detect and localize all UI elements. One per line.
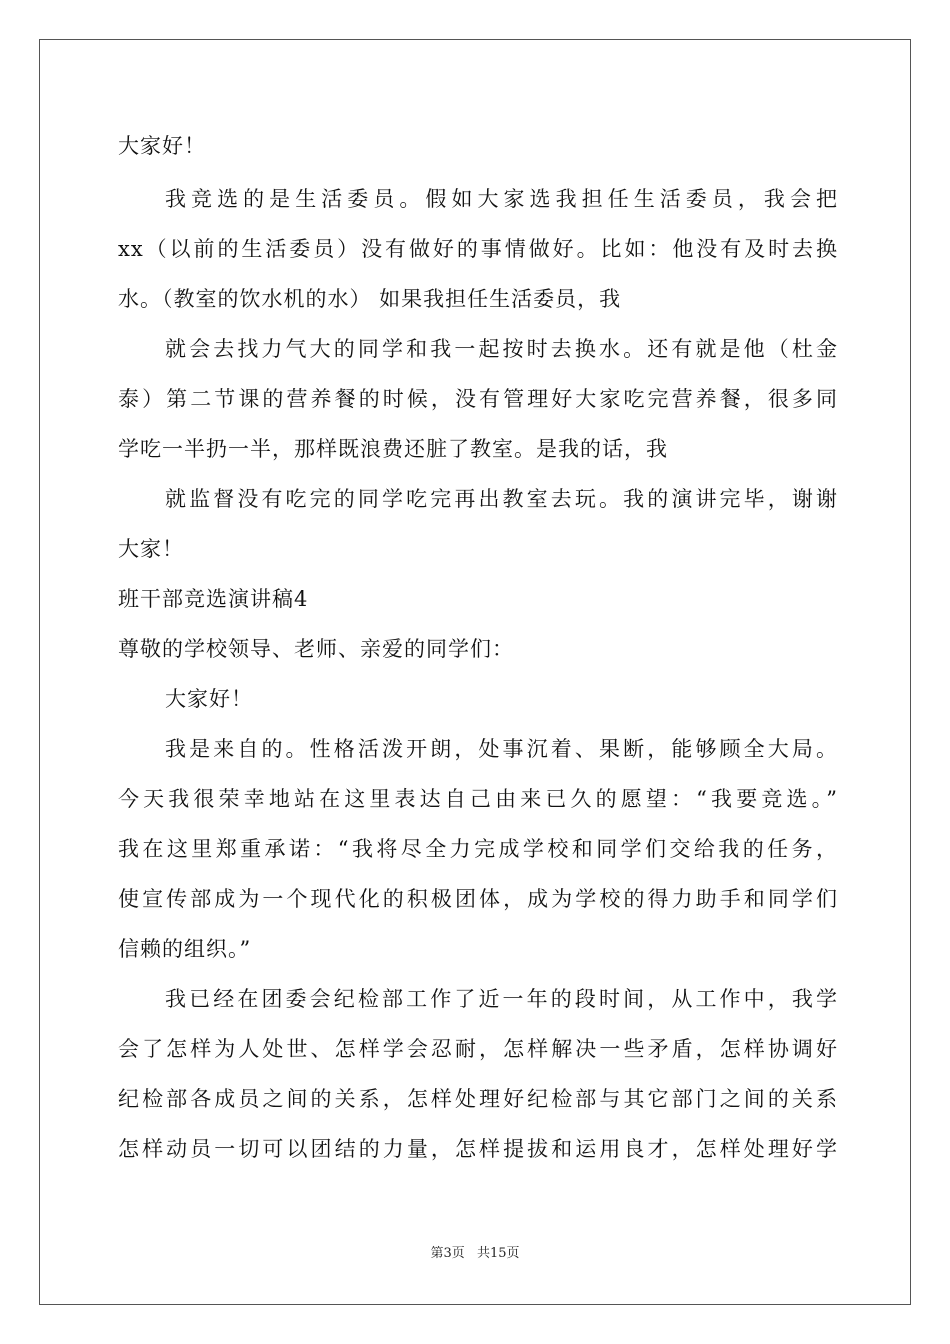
page-footer <box>0 1245 950 1263</box>
paragraph-line: 水。（教室的饮水机的水） 如果我担任生活委员，我 <box>118 287 622 311</box>
paragraph-line: 今天我很荣幸地站在这里表达自己由来已久的愿望：“我要竞选。” <box>118 787 838 811</box>
paragraph-line: 我已经在团委会纪检部工作了近一年的段时间，从工作中，我学 <box>165 987 838 1011</box>
paragraph-line: 就监督没有吃完的同学吃完再出教室去玩。我的演讲完毕，谢谢 <box>165 487 838 511</box>
paragraph-line: 使宣传部成为一个现代化的积极团体，成为学校的得力助手和同学们 <box>118 887 838 911</box>
paragraph-line: 怎样动员一切可以团结的力量，怎样提拔和运用良才，怎样处理好学 <box>118 1137 838 1161</box>
page-total: 共15页 <box>476 1246 520 1261</box>
greeting-line: 大家好！ <box>165 687 253 711</box>
paragraph-line: 我是来自的。性格活泼开朗，处事沉着、果断，能够顾全大局。 <box>165 737 838 761</box>
paragraph-line: 我竞选的是生活委员。假如大家选我担任生活委员，我会把 <box>165 187 838 211</box>
paragraph-line: 信赖的组织。” <box>118 937 252 961</box>
paragraph-line: 大家！ <box>118 537 184 561</box>
page-number: 第3页 <box>430 1246 465 1261</box>
greeting-line: 大家好！ <box>118 134 206 158</box>
section-heading: 班干部竞选演讲稿4 <box>118 587 309 611</box>
paragraph-line: 纪检部各成员之间的关系，怎样处理好纪检部与其它部门之间的关系 <box>118 1087 838 1111</box>
paragraph-line: 泰）第二节课的营养餐的时候，没有管理好大家吃完营养餐，很多同 <box>118 387 838 411</box>
salutation-line: 尊敬的学校领导、老师、亲爱的同学们： <box>118 637 514 661</box>
paragraph-line: 会了怎样为人处世、怎样学会忍耐，怎样解决一些矛盾，怎样协调好 <box>118 1037 838 1061</box>
page-frame <box>39 39 911 1305</box>
paragraph-line: 我在这里郑重承诺：“我将尽全力完成学校和同学们交给我的任务， <box>118 837 838 861</box>
paragraph-line: 学吃一半扔一半，那样既浪费还脏了教室。是我的话，我 <box>118 437 668 461</box>
paragraph-line: xx（以前的生活委员）没有做好的事情做好。比如：他没有及时去换 <box>118 237 838 261</box>
paragraph-line: 就会去找力气大的同学和我一起按时去换水。还有就是他（杜金 <box>165 337 838 361</box>
